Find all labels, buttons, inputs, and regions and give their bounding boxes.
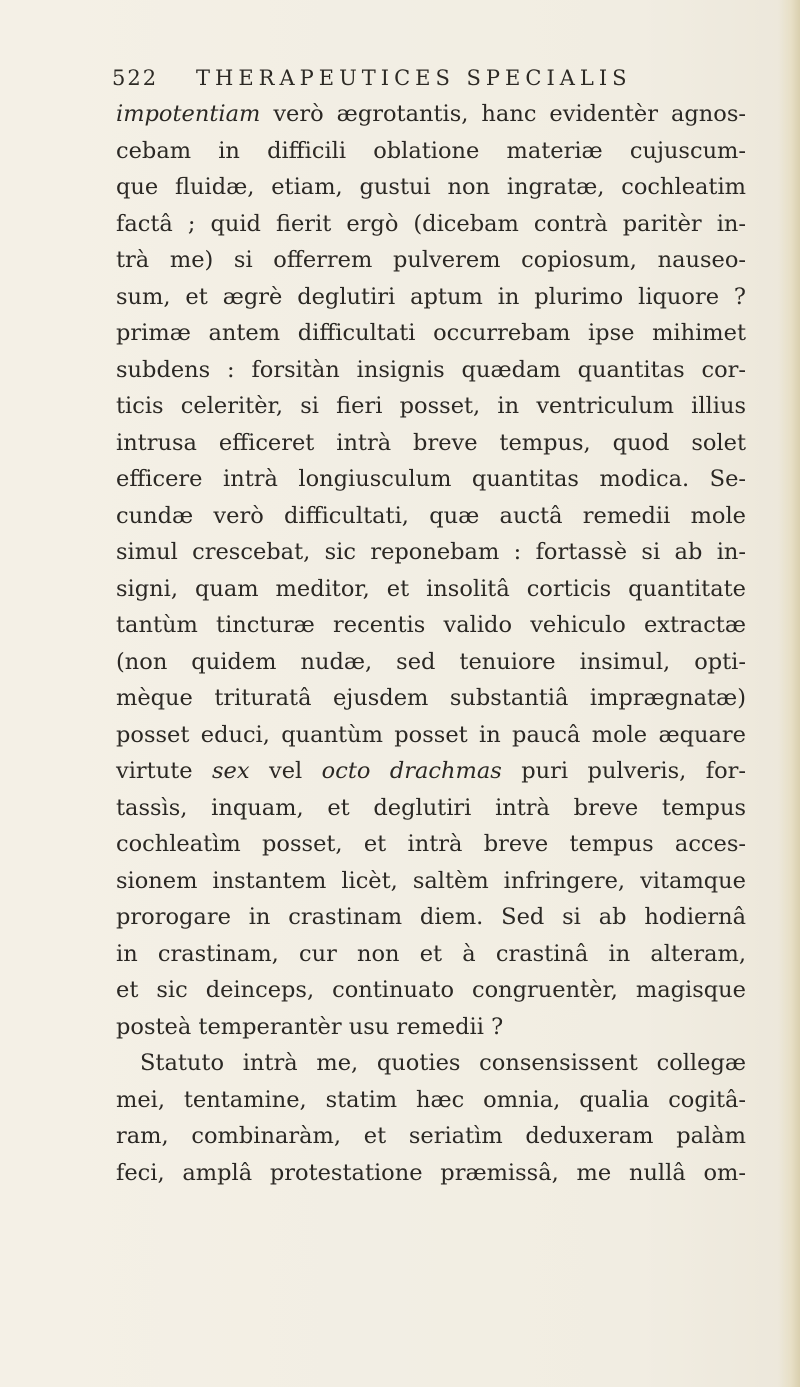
- text-segment: ticis celeritèr, si fieri posset, in ventriculum illius: [116, 393, 746, 419]
- running-title: THERAPEUTICES SPECIALIS: [196, 66, 632, 90]
- text-line: [116, 133, 746, 170]
- text-line: [116, 352, 746, 389]
- text-segment: prorogare in crastinam diem. Sed si ab hodiernâ: [116, 904, 746, 930]
- text-segment: Statuto intrà me, quoties consensissent collegæ: [140, 1050, 746, 1076]
- text-line: [116, 315, 746, 352]
- text-segment: efficere intrà longiusculum quantitas modica. Se-: [116, 466, 746, 492]
- text-segment: mei, tentamine, statim hæc omnia, qualia cogitâ-: [116, 1086, 746, 1113]
- italic-segment: sex: [212, 758, 250, 784]
- text-segment: verò ægrotantis, hanc evidentèr agnos-: [260, 101, 746, 127]
- text-line: [116, 1009, 746, 1046]
- text-line: [116, 680, 746, 717]
- text-line: [116, 96, 746, 133]
- text-line: [116, 899, 746, 936]
- text-segment: factâ ; quid fierit ergò (dicebam contrà paritèr in-: [116, 210, 746, 237]
- text-segment: mèque trituratâ ejusdem substantiâ imprægnatæ): [116, 685, 746, 711]
- text-segment: feci, amplâ protestatione præmissâ, me nullâ om-: [116, 1159, 746, 1186]
- text-line: [116, 571, 746, 608]
- text-line: [116, 461, 746, 498]
- text-line: [116, 717, 746, 754]
- text-segment: tassìs, inquam, et deglutiri intrà breve tempus: [116, 794, 746, 821]
- text-line: [116, 972, 746, 1009]
- text-segment: et sic deinceps, continuato congruentèr, magisque: [116, 977, 746, 1003]
- text-line: [116, 534, 746, 571]
- text-segment: in crastinam, cur non et à crastinâ in alteram,: [116, 940, 746, 967]
- text-segment: sum, et ægrè deglutiri aptum in plurimo liquore ?: [116, 283, 746, 310]
- text-line: [116, 425, 746, 462]
- text-line: [116, 279, 746, 316]
- text-segment: virtute: [116, 758, 212, 784]
- text-segment: posteà temperantèr usu remedii ?: [116, 1013, 504, 1040]
- text-segment: cochleatìm posset, et intrà breve tempus acces-: [116, 831, 746, 857]
- text-segment: trà me) si offerrem pulverem copiosum, nauseo-: [116, 247, 746, 273]
- page-number: 522: [112, 66, 159, 90]
- text-line: [116, 607, 746, 644]
- text-line: [116, 1082, 746, 1119]
- text-segment: primæ antem difficultati occurrebam ipse mihimet: [116, 320, 746, 346]
- text-line: [116, 1155, 746, 1192]
- body-text: [116, 96, 746, 1191]
- text-segment: subdens : forsitàn insignis quædam quantitas cor-: [116, 356, 746, 383]
- italic-segment: octo drachmas: [321, 758, 502, 784]
- text-segment: (non quidem nudæ, sed tenuiore insimul, opti-: [116, 648, 746, 675]
- text-segment: que fluidæ, etiam, gustui non ingratæ, cochleatim: [116, 174, 746, 200]
- text-line: [116, 206, 746, 243]
- text-segment: sionem instantem licèt, saltèm infringere, vitamque: [116, 867, 746, 894]
- text-line: [116, 242, 746, 279]
- text-segment: vel: [249, 758, 322, 784]
- text-line: [116, 644, 746, 681]
- text-line: [116, 1118, 746, 1155]
- text-line: [116, 498, 746, 535]
- text-line: [116, 388, 746, 425]
- text-segment: signi, quam meditor, et insolitâ corticis quantitate: [116, 575, 746, 602]
- text-line: [116, 826, 746, 863]
- text-line: [116, 1045, 746, 1082]
- text-segment: puri pulveris, for-: [501, 758, 746, 784]
- italic-segment: impotentiam: [116, 101, 261, 127]
- text-segment: ram, combinaràm, et seriatìm deduxeram palàm: [116, 1123, 746, 1149]
- text-segment: cundæ verò difficultati, quæ auctâ remedii mole: [116, 502, 746, 529]
- text-line: [116, 169, 746, 206]
- text-segment: posset educi, quantùm posset in paucâ mole æquare: [116, 721, 746, 748]
- text-segment: tantùm tincturæ recentis valido vehiculo extractæ: [116, 612, 746, 638]
- text-segment: cebam in difficili oblatione materiæ cujuscum-: [116, 137, 746, 164]
- page-edge: [778, 0, 800, 1387]
- text-line: [116, 753, 746, 790]
- text-line: [116, 790, 746, 827]
- text-segment: simul crescebat, sic reponebam : fortassè si ab in-: [116, 539, 746, 565]
- running-header: [112, 66, 672, 96]
- text-line: [116, 936, 746, 973]
- text-line: [116, 863, 746, 900]
- text-segment: intrusa efficeret intrà breve tempus, quod solet: [116, 429, 746, 456]
